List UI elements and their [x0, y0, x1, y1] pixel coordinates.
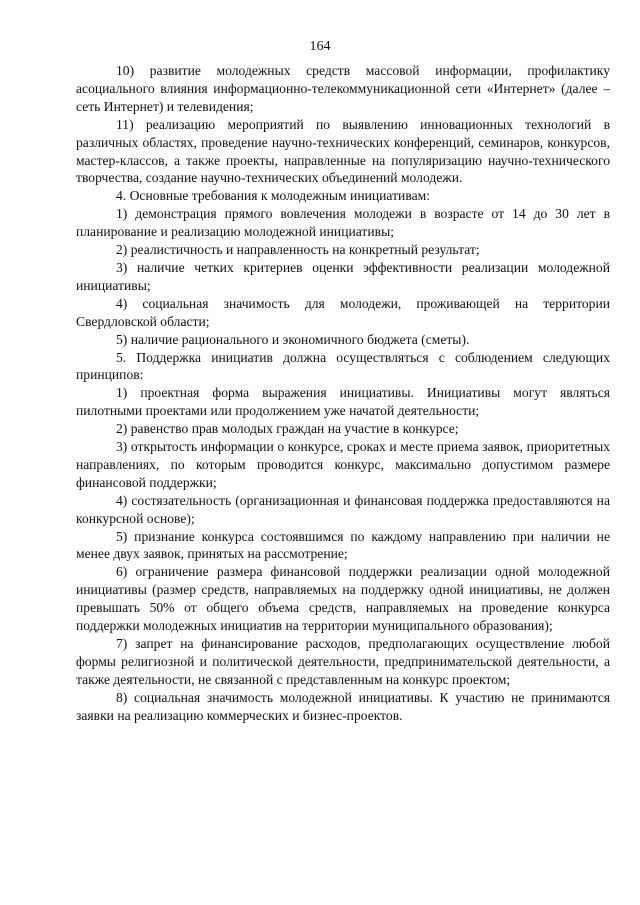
requirement-item-3: 3) наличие четких критериев оценки эффективности реализации молодежной инициативы; [76, 259, 610, 293]
principle-item-3: 3) открытость информации о конкурсе, сроках и месте приема заявок, приоритетных направлениях, по которым проводится конкурс, максимально допустимом размере финансовой поддержки; [76, 439, 610, 490]
paragraph-item-11: 11) реализацию мероприятий по выявлению инновационных технологий в различных областях, проведение научно-технических конференций, семинаров, конкурсов, мастер-классов, а также проекты, направленные на популяризацию научно-технического творчества, создание научно-технических объединений молодежи. [76, 116, 610, 186]
principle-item-4: 4) состязательность (организационная и финансовая поддержка предоставляются на конкурсной основе); [76, 492, 610, 526]
page-number: 164 [309, 39, 331, 54]
requirement-item-1: 1) демонстрация прямого вовлечения молодежи в возрасте от 14 до 30 лет в планирование и реализацию молодежной инициативы; [76, 206, 610, 240]
requirement-item-5: 5) наличие рационального и экономичного бюджета (сметы). [116, 331, 470, 347]
section-heading-5: 5. Поддержка инициатив должна осуществляться с соблюдением следующих принципов: [76, 349, 610, 383]
requirement-item-4: 4) социальная значимость для молодежи, проживающей на территории Свердловской области; [76, 295, 610, 329]
section-heading-4: 4. Основные требования к молодежным инициативам: [116, 188, 430, 204]
paragraph-item-10: 10) развитие молодежных средств массовой информации, профилактику асоциального влияния информационно-телекоммуникационной сети «Интернет» (далее – сеть Интернет) и телевидения; [76, 63, 610, 114]
principle-item-5: 5) признание конкурса состоявшимся по каждому направлению при наличии не менее двух заявок, принятых на рассмотрение; [76, 528, 610, 562]
principle-item-6: 6) ограничение размера финансовой поддержки реализации одной молодежной инициативы (размер средств, направляемых на поддержку одной инициативы, не должен превышать 50% от общего объема средств, направляемых на проведение конкурса поддержки молодежных инициатив на территории муниципального образования); [76, 564, 610, 634]
principle-item-7: 7) запрет на финансирование расходов, предполагающих осуществление любой формы религиозной и политической деятельности, предпринимательской деятельности, а также деятельности, не связанной с представленным на конкурс проектом; [76, 636, 610, 687]
principle-item-2: 2) равенство прав молодых граждан на участие в конкурсе; [116, 421, 459, 437]
principle-item-8: 8) социальная значимость молодежной инициативы. К участию не принимаются заявки на реализацию коммерческих и бизнес-проектов. [76, 689, 610, 723]
document-body [76, 62, 610, 725]
principle-item-1: 1) проектная форма выражения инициативы. Инициативы могут являться пилотными проектами или продолжением уже начатой деятельности; [76, 385, 610, 419]
requirement-item-2: 2) реалистичность и направленность на конкретный результат; [116, 242, 480, 258]
